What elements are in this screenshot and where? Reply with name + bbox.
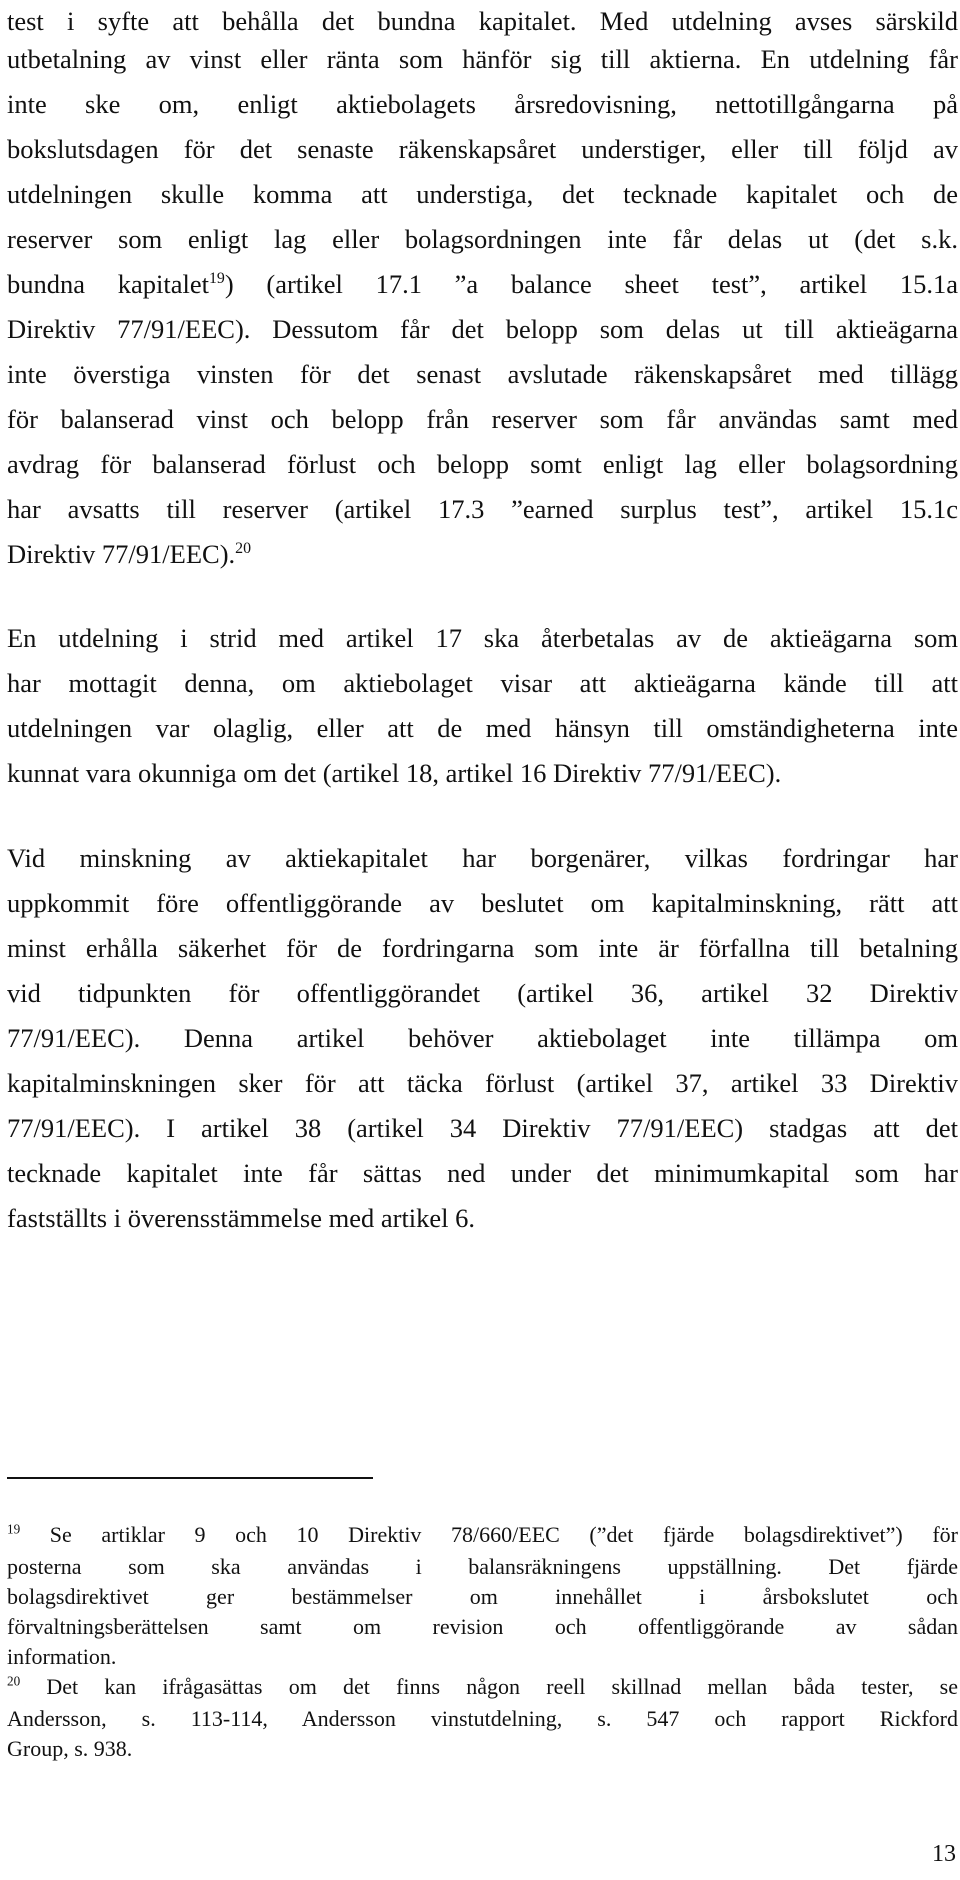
text-line: reserver som enligt lag eller bolagsordningen inte får delas ut (det s.k. <box>7 224 958 254</box>
text-line <box>7 536 958 572</box>
text-line: fastställts i överensstämmelse med artikel 6. <box>7 1203 476 1233</box>
footnote-line: information. <box>7 1644 117 1669</box>
text-line: 77/91/EEC). Denna artikel behöver aktiebolaget inte tillämpa om <box>7 1023 958 1053</box>
text-line: har avsatts till reserver (artikel 17.3 ”earned surplus test”, artikel 15.1c <box>7 494 958 524</box>
text-line: minst erhålla säkerhet för de fordringarna som inte är förfallna till betalning <box>7 933 958 963</box>
footnote-ref-20[interactable]: 20 <box>235 540 252 558</box>
text-line: inte överstiga vinsten för det senast avslutade räkenskapsåret med tillägg <box>7 359 958 389</box>
footnote-line <box>7 1672 958 1702</box>
text-fragment: ) (artikel 17.1 ”a balance sheet test”, artikel 15.1a <box>224 269 959 299</box>
text-line: Direktiv 77/91/EEC). Dessutom får det belopp som delas ut till aktieägarna <box>7 314 958 344</box>
text-fragment: bundna kapitalet <box>7 269 209 299</box>
footnote-number: 19 <box>7 1521 21 1537</box>
text-line: tecknade kapitalet inte får sättas ned under det minimumkapital som har <box>7 1158 958 1188</box>
text-line: Vid minskning av aktiekapitalet har borgenärer, vilkas fordringar har <box>7 843 958 873</box>
text-line: 77/91/EEC). I artikel 38 (artikel 34 Direktiv 77/91/EEC) stadgas att det <box>7 1113 958 1143</box>
page-number: 13 <box>932 1841 956 1867</box>
text-line: inte ske om, enligt aktiebolagets årsredovisning, nettotillgångarna på <box>7 89 958 119</box>
text-line: vid tidpunkten för offentliggörandet (artikel 36, artikel 32 Direktiv <box>7 978 958 1008</box>
text-line: avdrag för balanserad förlust och belopp somt enligt lag eller bolagsordning <box>7 449 958 479</box>
text-line: En utdelning i strid med artikel 17 ska återbetalas av de aktieägarna som <box>7 623 958 653</box>
text-line: test i syfte att behålla det bundna kapitalet. Med utdelning avses särskild <box>7 6 958 36</box>
footnote-separator <box>7 1477 373 1479</box>
footnote-ref-19[interactable]: 19 <box>208 270 225 288</box>
text-line: utbetalning av vinst eller ränta som hänför sig till aktierna. En utdelning får <box>7 44 958 74</box>
footnote-line <box>7 1520 958 1550</box>
footnote-line: förvaltningsberättelsen samt om revision och offentliggörande av sådan <box>7 1614 958 1639</box>
footnote-line: posterna som ska användas i balansräkningens uppställning. Det fjärde <box>7 1554 958 1579</box>
footnote-line: Group, s. 938. <box>7 1736 133 1761</box>
text-line: kunnat vara okunniga om det (artikel 18, artikel 16 Direktiv 77/91/EEC). <box>7 758 782 788</box>
footnote-line: bolagsdirektivet ger bestämmelser om innehållet i årsbokslutet och <box>7 1584 958 1609</box>
text-line: för balanserad vinst och belopp från reserver som får användas samt med <box>7 404 958 434</box>
text-line: uppkommit före offentliggörande av beslutet om kapitalminskning, rätt att <box>7 888 958 918</box>
text-line: utdelningen var olaglig, eller att de med hänsyn till omständigheterna inte <box>7 713 958 743</box>
footnote-line: Andersson, s. 113-114, Andersson vinstutdelning, s. 547 och rapport Rickford <box>7 1706 958 1731</box>
text-line: bokslutsdagen för det senaste räkenskapsåret understiger, eller till följd av <box>7 134 958 164</box>
footnote-number: 20 <box>7 1673 21 1689</box>
text-line: utdelningen skulle komma att understiga, det tecknade kapitalet och de <box>7 179 958 209</box>
text-fragment: Det kan ifrågasättas om det finns någon reell skillnad mellan båda tester, se <box>46 1674 958 1699</box>
text-fragment: Direktiv 77/91/EEC). <box>7 539 236 569</box>
text-line <box>7 266 958 302</box>
text-fragment: Se artiklar 9 och 10 Direktiv 78/660/EEC (”det fjärde bolagsdirektivet”) för <box>49 1522 958 1547</box>
text-line: har mottagit denna, om aktiebolaget visar att aktieägarna kände till att <box>7 668 958 698</box>
text-line: kapitalminskningen sker för att täcka förlust (artikel 37, artikel 33 Direktiv <box>7 1068 958 1098</box>
